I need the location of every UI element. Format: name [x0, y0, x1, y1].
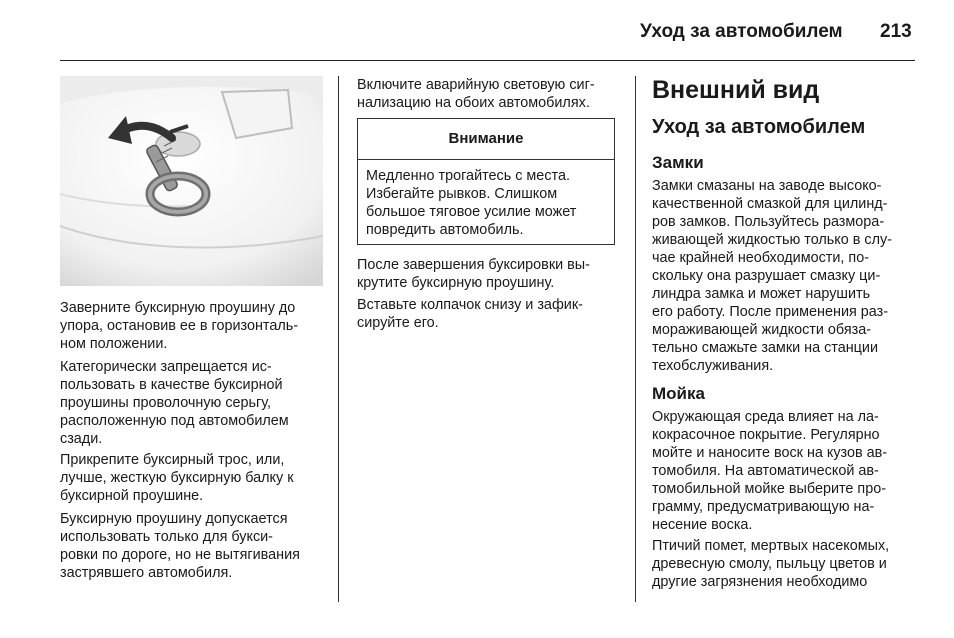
locks-heading: Замки: [652, 153, 704, 172]
paragraph-hazard-lights: [357, 76, 595, 112]
paragraph-text: Заверните буксирную проушину до упора, остановив ее в горизонталь- ном положении.: [60, 300, 299, 352]
column-divider-left: [338, 76, 339, 602]
paragraph-text: Включите аварийную световую сиг- нализацию на обоих автомобилях.: [357, 77, 595, 111]
subsection-title: Уход за автомобилем: [652, 116, 866, 138]
washing-paragraph-1: [652, 408, 887, 534]
paragraph-text: Прикрепите буксирный трос, или, лучше, жесткую буксирную балку к буксирной проушине.: [60, 452, 294, 504]
paragraph-text: Буксирную проушину допускается использовать только для букси- ровки по дороге, но не вытягивания застрявшего автомобиля.: [60, 511, 300, 581]
paragraph-text: Категорически запрещается ис- пользовать в качестве буксирной проушины проволочную серьгу, расположенную под автомобилем сзади.: [60, 359, 289, 447]
paragraph-text: Вставьте колпачок снизу и зафик- сируйте его.: [357, 297, 583, 331]
page-number: 213: [880, 21, 912, 42]
header-divider: [60, 60, 915, 61]
paragraph-attach-rope: [60, 451, 294, 505]
washing-paragraph-2: [652, 537, 889, 591]
paragraph-insert-cap: [357, 296, 583, 332]
warning-text: Медленно трогайтесь с места. Избегайте рывков. Слишком большое тяговое усилие может повредить автомобиль.: [366, 168, 577, 238]
header-title: Уход за автомобилем: [640, 21, 843, 42]
locks-paragraph: [652, 177, 892, 375]
section-title: Внешний вид: [652, 76, 820, 104]
paragraph-unscrew-tow-eye: [357, 256, 590, 292]
warning-body: [366, 167, 576, 239]
paragraph-usage-limit: [60, 510, 300, 582]
washing-heading: Мойка: [652, 384, 705, 403]
tow-eye-illustration: [60, 76, 323, 286]
warning-box: [357, 118, 615, 245]
paragraph-screw-tow-eye: [60, 299, 298, 353]
paragraph-prohibition: [60, 358, 289, 448]
paragraph-text: После завершения буксировки вы- крутите буксирную проушину.: [357, 257, 590, 291]
paragraph-text: Птичий помет, мертвых насекомых, древесную смолу, пыльцу цветов и другие загрязнения необходимо: [652, 538, 890, 590]
paragraph-text: Окружающая среда влияет на ла- кокрасочное покрытие. Регулярно мойте и наносите воск на кузов ав- томобиля. На автоматической ав- томобильной мойке выберите про- грамму, предусматривающую на- несение воска.: [652, 409, 888, 533]
column-divider-right: [635, 76, 636, 602]
paragraph-text: Замки смазаны на заводе высоко- качественной смазкой для цилинд- ров замков. Пользуйтесь размора- живающей жидкостью только в слу- чае крайней необходимости, по- скольку она разрушает смазку ци- линдра замка и может нарушить его работу. После применения раз- мораживающей жидкости обяза- тельно смажьте замки на станции техобслуживания.: [652, 178, 892, 374]
warning-title: Внимание: [358, 119, 614, 160]
